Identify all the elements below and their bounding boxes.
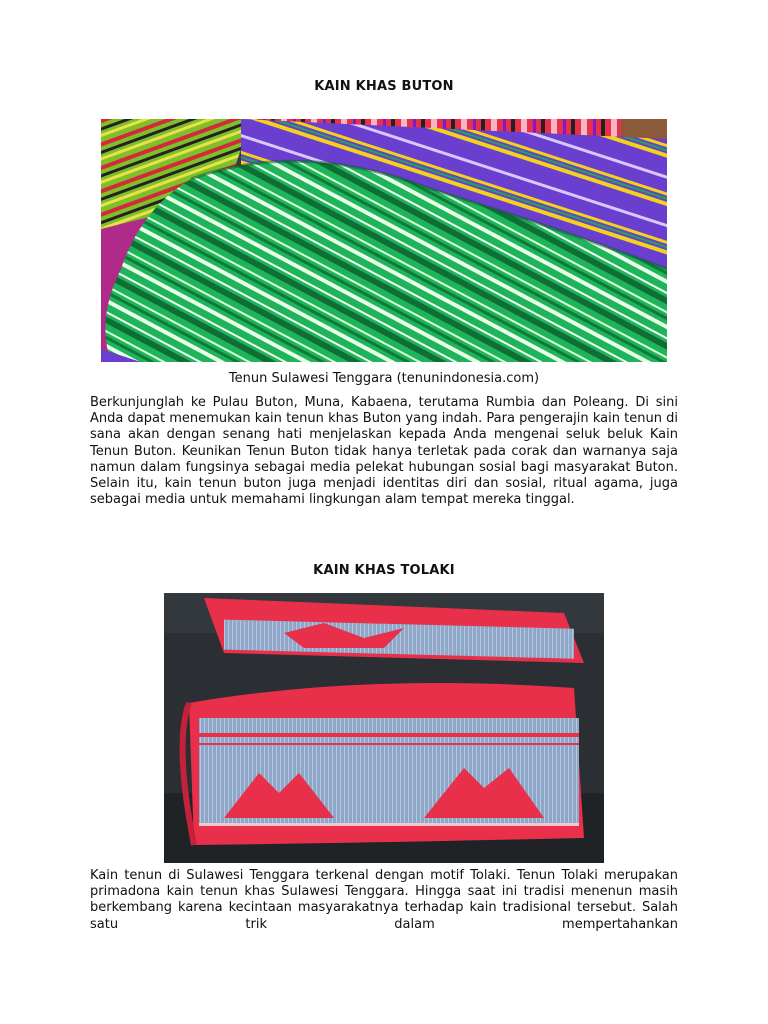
section-heading-buton: KAIN KHAS BUTON (314, 79, 454, 94)
section-heading-tolaki: KAIN KHAS TOLAKI (313, 563, 455, 578)
red-blue-woven-fabric-photo (164, 593, 604, 863)
buton-paragraph: Berkunjunglah ke Pulau Buton, Muna, Kabaena, terutama Rumbia dan Poleang. Di sini Anda dapat menemukan kain tenun khas Buton yang indah. Para pengerajin kain tenun di sana akan dengan senang hati menjelaskan kepada Anda mengenai seluk beluk Kain Tenun Buton. Keunikan Tenun Buton tidak hanya terletak pada corak dan warnanya saja namun dalam fungsinya sebagai media pelekat hubungan sosial bagi masyarakat Buton. Selain itu, kain tenun buton juga menjadi identitas diri dan sosial, ritual agama, juga sebagai media untuk memahami lingkungan alam tempat mereka tinggal. (90, 395, 678, 508)
buton-fabric-photo (101, 119, 667, 362)
tolaki-fabric-photo (164, 593, 604, 863)
striped-woven-fabric-photo (101, 119, 667, 362)
photo-caption: Tenun Sulawesi Tenggara (tenunindonesia.com) (228, 371, 540, 386)
tolaki-paragraph: Kain tenun di Sulawesi Tenggara terkenal dengan motif Tolaki. Tenun Tolaki merupakan primadona kain tenun khas Sulawesi Tenggara. Hingga saat ini tradisi menenun masih berkembang karena kecintaan masyarakatnya terhadap kain tradisional tersebut. Salah satu trik dalam mempertahankan (90, 868, 678, 932)
